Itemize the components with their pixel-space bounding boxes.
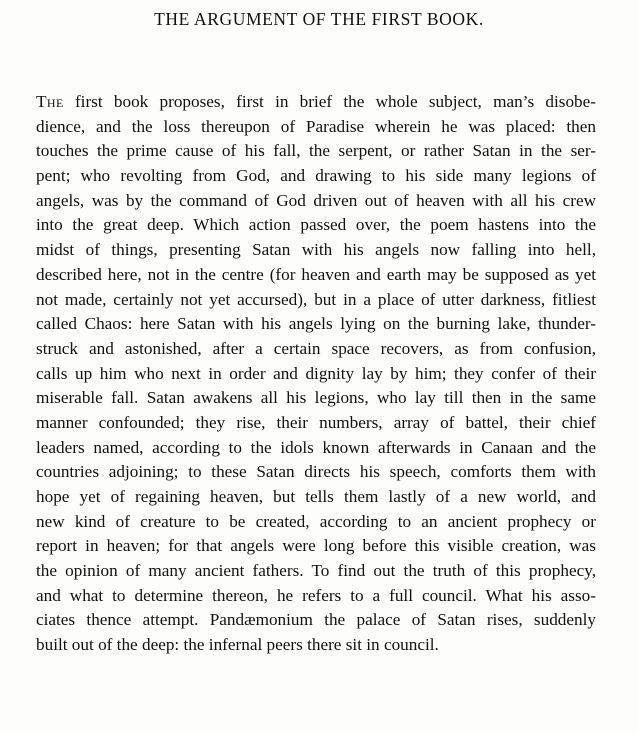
- text-line-7: midst of things, presenting Satan with his angels now falling into hell,: [36, 240, 596, 260]
- argument-paragraph: [36, 90, 596, 658]
- text-line-15: leaders named, according to the idols known afterwards in Canaan and the: [36, 437, 596, 457]
- text-line-20: the opinion of many ancient fathers. To find out the truth of this prophecy,: [36, 561, 596, 581]
- text-line-13: miserable fall. Satan awakens all his legions, who lay till then in the same: [36, 388, 596, 408]
- text-line-12: calls up him who next in order and dignity lay by him; they confer of their: [36, 363, 596, 383]
- text-line-4: pent; who revolting from God, and drawing to his side many legions of: [36, 166, 596, 186]
- text-line-17: hope yet of regaining heaven, but tells them lastly of a new world, and: [36, 487, 596, 506]
- text-line-21: and what to determine thereon, he refers to a full council. What his asso-: [36, 585, 596, 605]
- text-line-6: into the great deep. Which action passed over, the poem hastens into the: [36, 215, 596, 235]
- text-line-23: built out of the deep: the infernal peers there sit in council.: [36, 635, 439, 655]
- text-line-8: described here, not in the centre (for heaven and earth may be supposed as yet: [36, 264, 596, 284]
- page-heading: THE ARGUMENT OF THE FIRST BOOK.: [154, 9, 484, 29]
- text-line-19: report in heaven; for that angels were long before this visible creation, was: [36, 536, 596, 556]
- text-line-14: manner confounded; they rise, their numbers, array of battel, their chief: [36, 412, 596, 432]
- text-line-1: [36, 90, 596, 115]
- text-line-11: struck and astonished, after a certain space recovers, as from confusion,: [36, 338, 596, 358]
- text-line-9: not made, certainly not yet accursed), but in a place of utter darkness, fitliest: [36, 289, 596, 309]
- text-line-18: new kind of creature to be created, according to an ancient prophecy or: [36, 511, 596, 531]
- text-line-2: dience, and the loss thereupon of Paradise wherein he was placed: then: [36, 116, 596, 136]
- text-line-5: angels, was by the command of God driven out of heaven with all his crew: [36, 190, 596, 210]
- text-line-1-rest: first book proposes, first in brief the whole subject, man’s disobe-: [63, 92, 596, 111]
- text-line-22: ciates thence attempt. Pandæmonium the palace of Satan rises, suddenly: [36, 610, 596, 630]
- text-line-10: called Chaos: here Satan with his angels lying on the burning lake, thunder-: [36, 314, 596, 334]
- text-line-3: touches the prime cause of his fall, the serpent, or rather Satan in the ser-: [36, 141, 596, 161]
- lead-word: The: [36, 92, 64, 111]
- text-line-16: countries adjoining; to these Satan directs his speech, comforts them with: [36, 462, 596, 482]
